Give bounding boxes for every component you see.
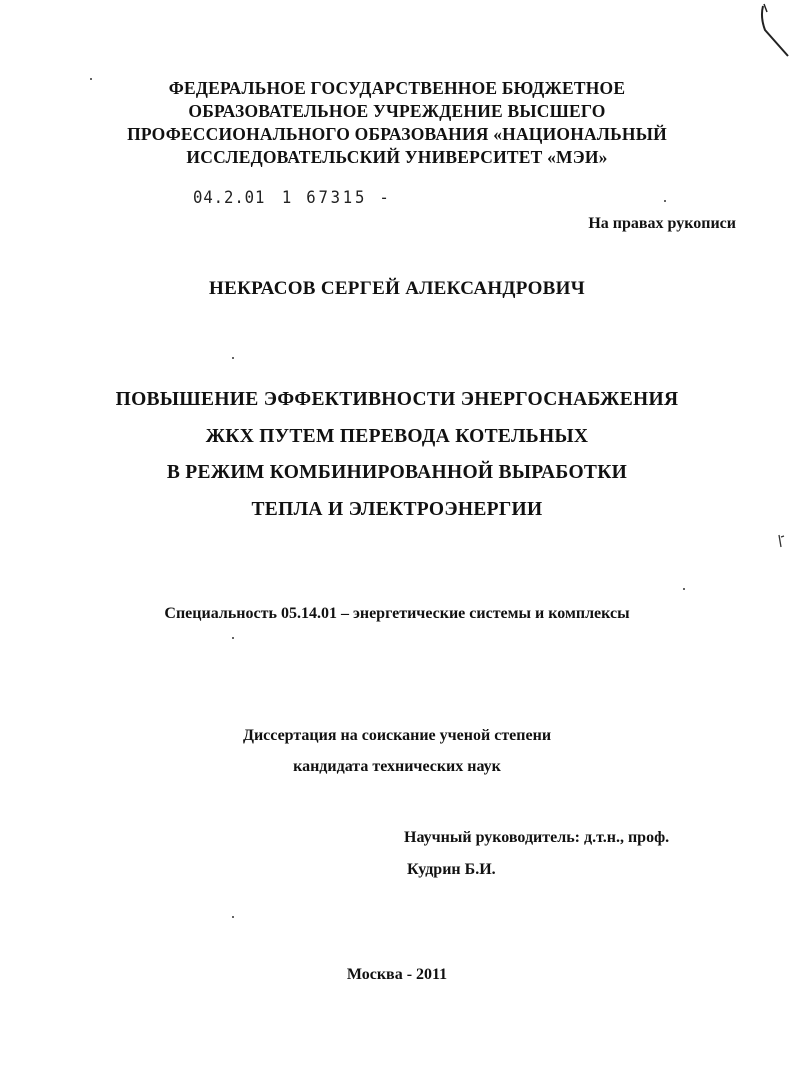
organization-line: ИССЛЕДОВАТЕЛЬСКИЙ УНИВЕРСИТЕТ «МЭИ» [186,147,608,167]
supervisor-label: Научный руководитель: д.т.н., проф. [404,829,670,846]
thesis-title-line: ПОВЫШЕНИЕ ЭФФЕКТИВНОСТИ ЭНЕРГОСНАБЖЕНИЯ [115,389,679,410]
organization-header [0,77,794,169]
scan-speck [664,200,666,202]
supervisor-name: Кудрин Б.И. [407,861,496,878]
scan-speck [683,588,685,590]
degree-line-1: Диссертация на соискание ученой степени [242,727,552,744]
scan-speck [232,637,234,639]
scan-speck-icon [777,533,785,549]
degree-statement [0,720,794,782]
thesis-title-line: В РЕЖИМ КОМБИНИРОВАННОЙ ВЫРАБОТКИ [166,462,628,483]
scan-mark-icon [748,0,794,70]
scan-speck [232,916,234,918]
author-name: НЕКРАСОВ СЕРГЕЙ АЛЕКСАНДРОВИЧ [209,278,585,299]
scan-speck [232,357,234,359]
registration-stamp [193,188,392,208]
thesis-title [0,382,794,528]
organization-line: ПРОФЕССИОНАЛЬНОГО ОБРАЗОВАНИЯ «НАЦИОНАЛЬНЫЙ [127,124,667,144]
organization-line: ОБРАЗОВАТЕЛЬНОЕ УЧРЕЖДЕНИЕ ВЫСШЕГО [188,101,606,121]
thesis-title-line: ЖКХ ПУТЕМ ПЕРЕВОДА КОТЕЛЬНЫХ [205,425,589,447]
degree-line-2: кандидата технических наук [293,758,501,775]
stamp-code: 04.2.01 [193,188,266,208]
supervisor-block [404,822,669,886]
place-year: Москва - 2011 [346,966,448,983]
specialty-line: Специальность 05.14.01 – энергетические системы и комплексы [164,605,630,622]
organization-line: ФЕДЕРАЛЬНОЕ ГОСУДАРСТВЕННОЕ БЮДЖЕТНОЕ [168,78,626,98]
thesis-title-line: ТЕПЛА И ЭЛЕКТРОЭНЕРГИИ [251,498,543,520]
stamp-number: 1 67315 - [281,188,392,208]
manuscript-note: На правах рукописи [588,215,736,232]
